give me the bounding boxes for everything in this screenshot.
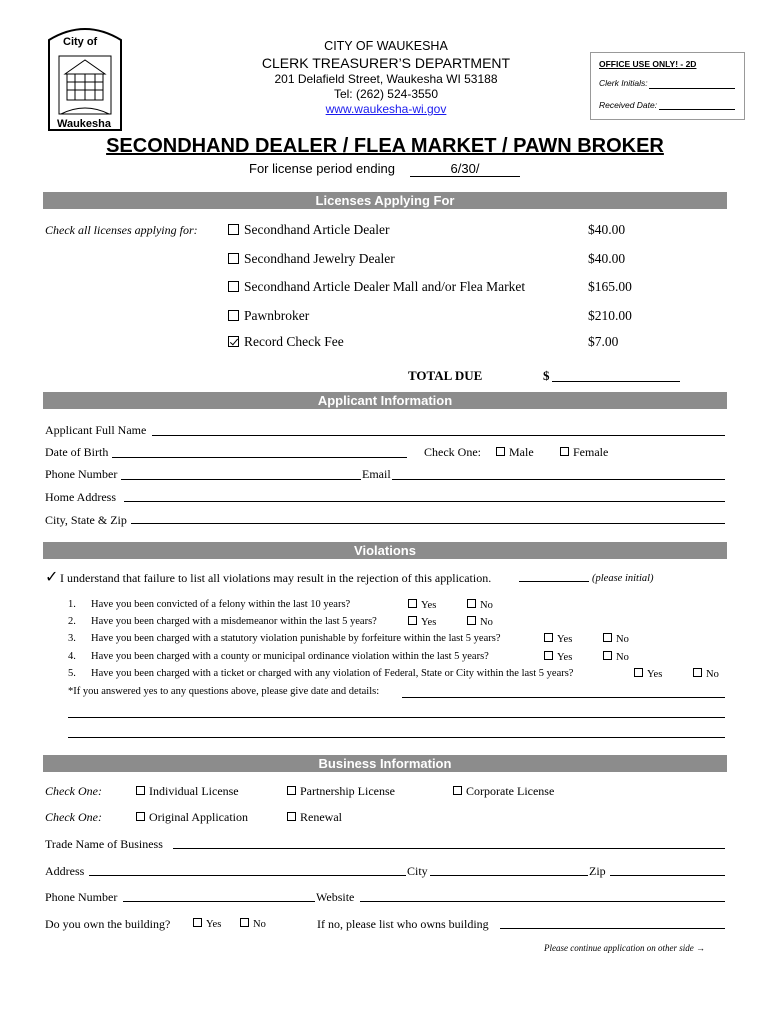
clerk-initials-field[interactable] — [649, 88, 735, 89]
business-zip-label: Zip — [589, 864, 606, 878]
please-initial-label: (please initial) — [592, 573, 654, 584]
email-field[interactable] — [392, 479, 725, 480]
license-option-4[interactable] — [228, 334, 344, 350]
dob-field[interactable] — [112, 457, 407, 458]
header-address: 201 Delafield Street, Waukesha WI 53188 — [274, 72, 498, 86]
question-yes-checkbox[interactable] — [544, 633, 572, 645]
question-number: 3. — [68, 633, 76, 644]
partnership-license-checkbox[interactable] — [287, 784, 395, 799]
licenses-section-bar: Licenses Applying For — [43, 192, 727, 209]
no-label: No — [480, 617, 493, 628]
dob-label: Date of Birth — [45, 445, 109, 459]
license-label: Secondhand Article Dealer — [244, 222, 390, 237]
yes-label: Yes — [557, 652, 573, 663]
continue-note-text: Please continue application on other side — [544, 943, 694, 953]
license-fee: $40.00 — [588, 251, 626, 266]
license-fee: $165.00 — [588, 279, 632, 294]
question-text: Have you been charged with a ticket or charged with any violation of Federal, State or City within the last 5 years? — [91, 668, 574, 679]
building-owner-field[interactable] — [500, 928, 725, 929]
license-label: Secondhand Article Dealer Mall and/or Flea Market — [244, 279, 526, 294]
license-label: Pawnbroker — [244, 308, 310, 323]
own-building-label: Do you own the building? — [45, 917, 171, 931]
header-dept: CLERK TREASURER’S DEPARTMENT — [261, 55, 511, 71]
yes-label: Yes — [421, 617, 437, 628]
corporate-license-label: Corporate License — [466, 784, 555, 798]
male-checkbox[interactable] — [496, 445, 534, 460]
partnership-license-label: Partnership License — [300, 784, 395, 798]
question-yes-checkbox[interactable] — [544, 651, 572, 663]
individual-license-checkbox[interactable] — [136, 784, 239, 799]
no-label: No — [480, 600, 493, 611]
own-building-no-checkbox[interactable] — [240, 918, 266, 930]
female-checkbox[interactable] — [560, 445, 608, 460]
business-phone-label: Phone Number — [45, 890, 118, 904]
question-no-checkbox[interactable] — [603, 633, 629, 645]
full-name-label: Applicant Full Name — [45, 423, 147, 437]
question-number: 2. — [68, 616, 76, 627]
renewal-checkbox[interactable] — [287, 810, 342, 825]
license-checkbox[interactable] — [228, 224, 239, 235]
male-label: Male — [509, 445, 534, 459]
email-label: Email — [362, 467, 391, 481]
license-checkbox[interactable] — [228, 336, 239, 347]
license-fee: $7.00 — [588, 334, 619, 349]
license-type-check-one-label: Check One: — [45, 784, 102, 798]
clerk-initials-label: Clerk Initials: — [599, 78, 648, 88]
original-application-checkbox[interactable] — [136, 810, 248, 825]
individual-license-label: Individual License — [149, 784, 239, 798]
own-building-no-label: No — [253, 919, 266, 930]
question-number: 5. — [68, 668, 76, 679]
applicant-section-bar: Applicant Information — [43, 392, 727, 409]
logo-bottom-text: Waukesha — [57, 118, 112, 130]
violation-details-field-2[interactable] — [68, 717, 725, 718]
total-due-label: TOTAL DUE — [408, 368, 483, 383]
yes-label: Yes — [557, 634, 573, 645]
question-text: Have you been convicted of a felony within the last 10 years? — [91, 599, 351, 610]
violations-section-bar: Violations — [43, 542, 727, 559]
license-option-3[interactable] — [228, 308, 309, 324]
own-building-yes-checkbox[interactable] — [193, 918, 221, 930]
header-city: CITY OF WAUKESHA — [324, 39, 448, 53]
continue-note — [544, 943, 705, 953]
question-no-checkbox[interactable] — [603, 651, 629, 663]
question-text: Have you been charged with a county or municipal ordinance violation within the last 5 years? — [91, 651, 489, 662]
question-yes-checkbox[interactable] — [408, 616, 436, 628]
question-no-checkbox[interactable] — [693, 668, 719, 680]
building-owner-label: If no, please list who owns building — [317, 917, 489, 931]
license-period-value[interactable]: 6/30/ — [410, 161, 520, 177]
licenses-instruction: Check all licenses applying for: — [45, 223, 198, 237]
received-date-field[interactable] — [659, 109, 735, 110]
header-website-link[interactable]: www.waukesha-wi.gov — [325, 102, 447, 116]
business-phone-field[interactable] — [123, 901, 315, 902]
business-website-field[interactable] — [360, 901, 725, 902]
violation-details-field-1[interactable] — [402, 697, 725, 698]
no-label: No — [706, 669, 719, 680]
question-yes-checkbox[interactable] — [408, 599, 436, 611]
office-use-box — [590, 52, 745, 120]
business-address-label: Address — [45, 864, 85, 878]
logo-top-text: City of — [63, 36, 98, 48]
phone-field[interactable] — [121, 479, 361, 480]
city-state-zip-field[interactable] — [131, 523, 725, 524]
office-use-title: OFFICE USE ONLY! - 2D — [599, 59, 697, 69]
form-title: SECONDHAND DEALER / FLEA MARKET / PAWN BROKER — [106, 135, 664, 157]
initial-field[interactable] — [519, 581, 589, 582]
no-label: No — [616, 634, 629, 645]
own-building-yes-label: Yes — [206, 919, 222, 930]
yes-label: Yes — [647, 669, 663, 680]
renewal-label: Renewal — [300, 810, 342, 824]
license-label: Secondhand Jewelry Dealer — [244, 251, 395, 266]
question-no-checkbox[interactable] — [467, 616, 493, 628]
check-mark-icon: ✓ — [45, 569, 59, 586]
question-text: Have you been charged with a statutory violation punishable by forfeiture within the last 5 years? — [91, 633, 501, 644]
city-state-zip-label: City, State & Zip — [45, 513, 127, 527]
received-date-label: Received Date: — [599, 100, 658, 110]
total-due-symbol: $ — [543, 368, 550, 383]
female-label: Female — [573, 445, 609, 459]
understand-statement: I understand that failure to list all violations may result in the rejection of this application. — [60, 571, 492, 585]
license-option-2[interactable] — [228, 279, 525, 295]
application-type-check-one-label: Check One: — [45, 810, 102, 824]
header-tel: Tel: (262) 524-3550 — [333, 87, 439, 101]
question-text: Have you been charged with a misdemeanor within the last 5 years? — [91, 616, 377, 627]
business-section-bar: Business Information — [43, 755, 727, 772]
license-period-label: For license period ending — [249, 161, 395, 176]
corporate-license-checkbox[interactable] — [453, 784, 554, 799]
full-name-field[interactable] — [152, 435, 725, 436]
total-due-field[interactable] — [552, 381, 680, 382]
violation-details-label: *If you answered yes to any questions above, please give date and details: — [68, 686, 380, 697]
question-no-checkbox[interactable] — [467, 599, 493, 611]
license-checkbox[interactable] — [228, 281, 239, 292]
license-fee: $210.00 — [588, 308, 632, 323]
business-zip-field[interactable] — [610, 875, 725, 876]
business-city-field[interactable] — [430, 875, 588, 876]
business-city-label: City — [407, 864, 428, 878]
trade-name-field[interactable] — [173, 848, 725, 849]
yes-label: Yes — [421, 600, 437, 611]
business-website-label: Website — [316, 890, 355, 904]
phone-label: Phone Number — [45, 467, 118, 481]
question-number: 4. — [68, 651, 76, 662]
gender-check-one-label: Check One: — [424, 445, 481, 459]
violation-details-field-3[interactable] — [68, 737, 725, 738]
arrow-right-icon: → — [695, 943, 705, 953]
no-label: No — [616, 652, 629, 663]
license-option-0[interactable] — [228, 222, 389, 238]
license-fee: $40.00 — [588, 222, 626, 237]
license-checkbox[interactable] — [228, 253, 239, 264]
home-address-label: Home Address — [45, 490, 116, 504]
trade-name-label: Trade Name of Business — [45, 837, 163, 851]
license-option-1[interactable] — [228, 251, 395, 267]
city-logo — [45, 22, 125, 132]
question-yes-checkbox[interactable] — [634, 668, 662, 680]
business-address-field[interactable] — [89, 875, 406, 876]
license-checkbox[interactable] — [228, 310, 239, 321]
original-application-label: Original Application — [149, 810, 248, 824]
question-number: 1. — [68, 599, 76, 610]
home-address-field[interactable] — [124, 501, 725, 502]
license-label: Record Check Fee — [244, 334, 344, 349]
